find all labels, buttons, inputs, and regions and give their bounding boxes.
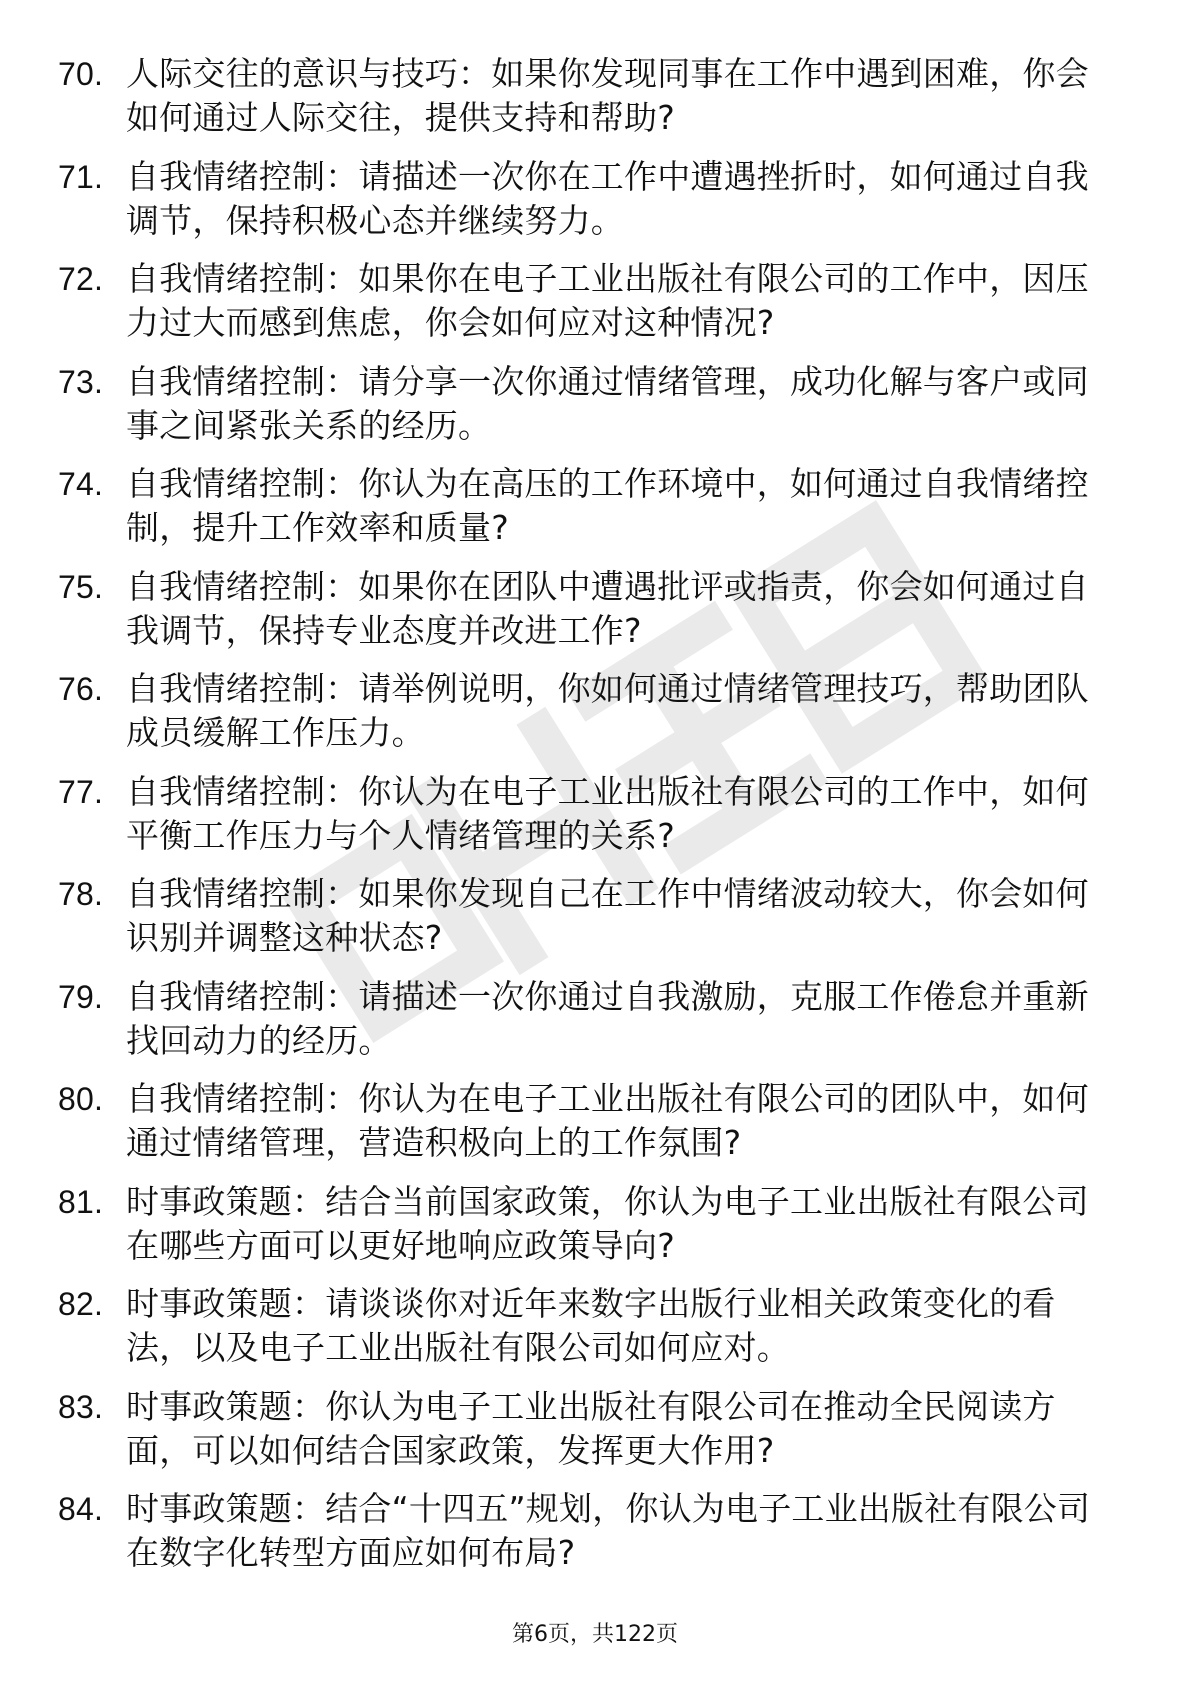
question-text: 自我情绪控制：如果你发现自己在工作中情绪波动较大，你会如何识别并调整这种状态? [126,874,1089,957]
question-number: 74. [58,466,104,502]
question-text: 时事政策题：你认为电子工业出版社有限公司在推动全民阅读方面，可以如何结合国家政策，发挥更大作用? [126,1386,1056,1470]
question-item [58,1282,1118,1370]
question-number: 83. [58,1388,104,1425]
page-footer: 第6页，共122页 [512,1622,678,1647]
question-item [58,1077,1118,1165]
question-item [58,1385,1118,1473]
question-item [58,462,1118,550]
question-item [58,1487,1118,1575]
question-text: 自我情绪控制：你认为在电子工业出版社有限公司的工作中，如何平衡工作压力与个人情绪管理的关系? [126,771,1089,855]
question-number: 71. [58,158,104,195]
question-item [58,360,1118,448]
question-text: 自我情绪控制：你认为在电子工业出版社有限公司的团队中，如何通过情绪管理，营造积极向上的工作氛围? [126,1079,1089,1162]
question-item [58,975,1118,1063]
question-number: 73. [58,363,104,400]
question-text: 自我情绪控制：如果你在电子工业出版社有限公司的工作中，因压力过大而感到焦虑，你会如何应对这种情况? [126,259,1089,342]
question-number: 80. [58,1081,104,1117]
question-list [58,52,1118,1590]
question-item [58,872,1118,960]
question-text: 自我情绪控制：请举例说明，你如何通过情绪管理技巧，帮助团队成员缓解工作压力。 [126,669,1089,752]
question-number: 84. [58,1491,104,1527]
question-text: 自我情绪控制：请描述一次你通过自我激励，克服工作倦怠并重新找回动力的经历。 [126,976,1089,1060]
question-number: 70. [58,56,104,92]
question-text: 自我情绪控制：请描述一次你在工作中遭遇挫折时，如何通过自我调节，保持积极心态并继续努力。 [126,156,1089,240]
question-text: 人际交往的意识与技巧：如果你发现同事在工作中遇到困难，你会如何通过人际交往，提供支持和帮助? [126,54,1089,137]
question-number: 79. [58,978,104,1015]
question-number: 81. [58,1183,104,1220]
question-number: 76. [58,671,104,707]
question-number: 75. [58,568,104,605]
question-item [58,1180,1118,1268]
question-text: 自我情绪控制：请分享一次你通过情绪管理，成功化解与客户或同事之间紧张关系的经历。 [126,361,1089,445]
question-text: 时事政策题：结合“十四五”规划，你认为电子工业出版社有限公司在数字化转型方面应如何布局? [126,1489,1091,1572]
question-item [58,770,1118,858]
question-number: 78. [58,876,104,912]
question-number: 72. [58,261,104,297]
question-text: 时事政策题：结合当前国家政策，你认为电子工业出版社有限公司在哪些方面可以更好地响应政策导向? [126,1181,1089,1265]
question-item [58,667,1118,755]
question-number: 77. [58,773,104,810]
question-item [58,257,1118,345]
question-text: 自我情绪控制：你认为在高压的工作环境中，如何通过自我情绪控制，提升工作效率和质量? [126,464,1089,547]
question-number: 82. [58,1286,104,1322]
question-item [58,565,1118,653]
question-text: 时事政策题：请谈谈你对近年来数字出版行业相关政策变化的看法，以及电子工业出版社有限公司如何应对。 [126,1284,1056,1367]
question-item [58,155,1118,243]
question-item [58,52,1118,140]
question-text: 自我情绪控制：如果你在团队中遭遇批评或指责，你会如何通过自我调节，保持专业态度并改进工作? [126,566,1089,650]
